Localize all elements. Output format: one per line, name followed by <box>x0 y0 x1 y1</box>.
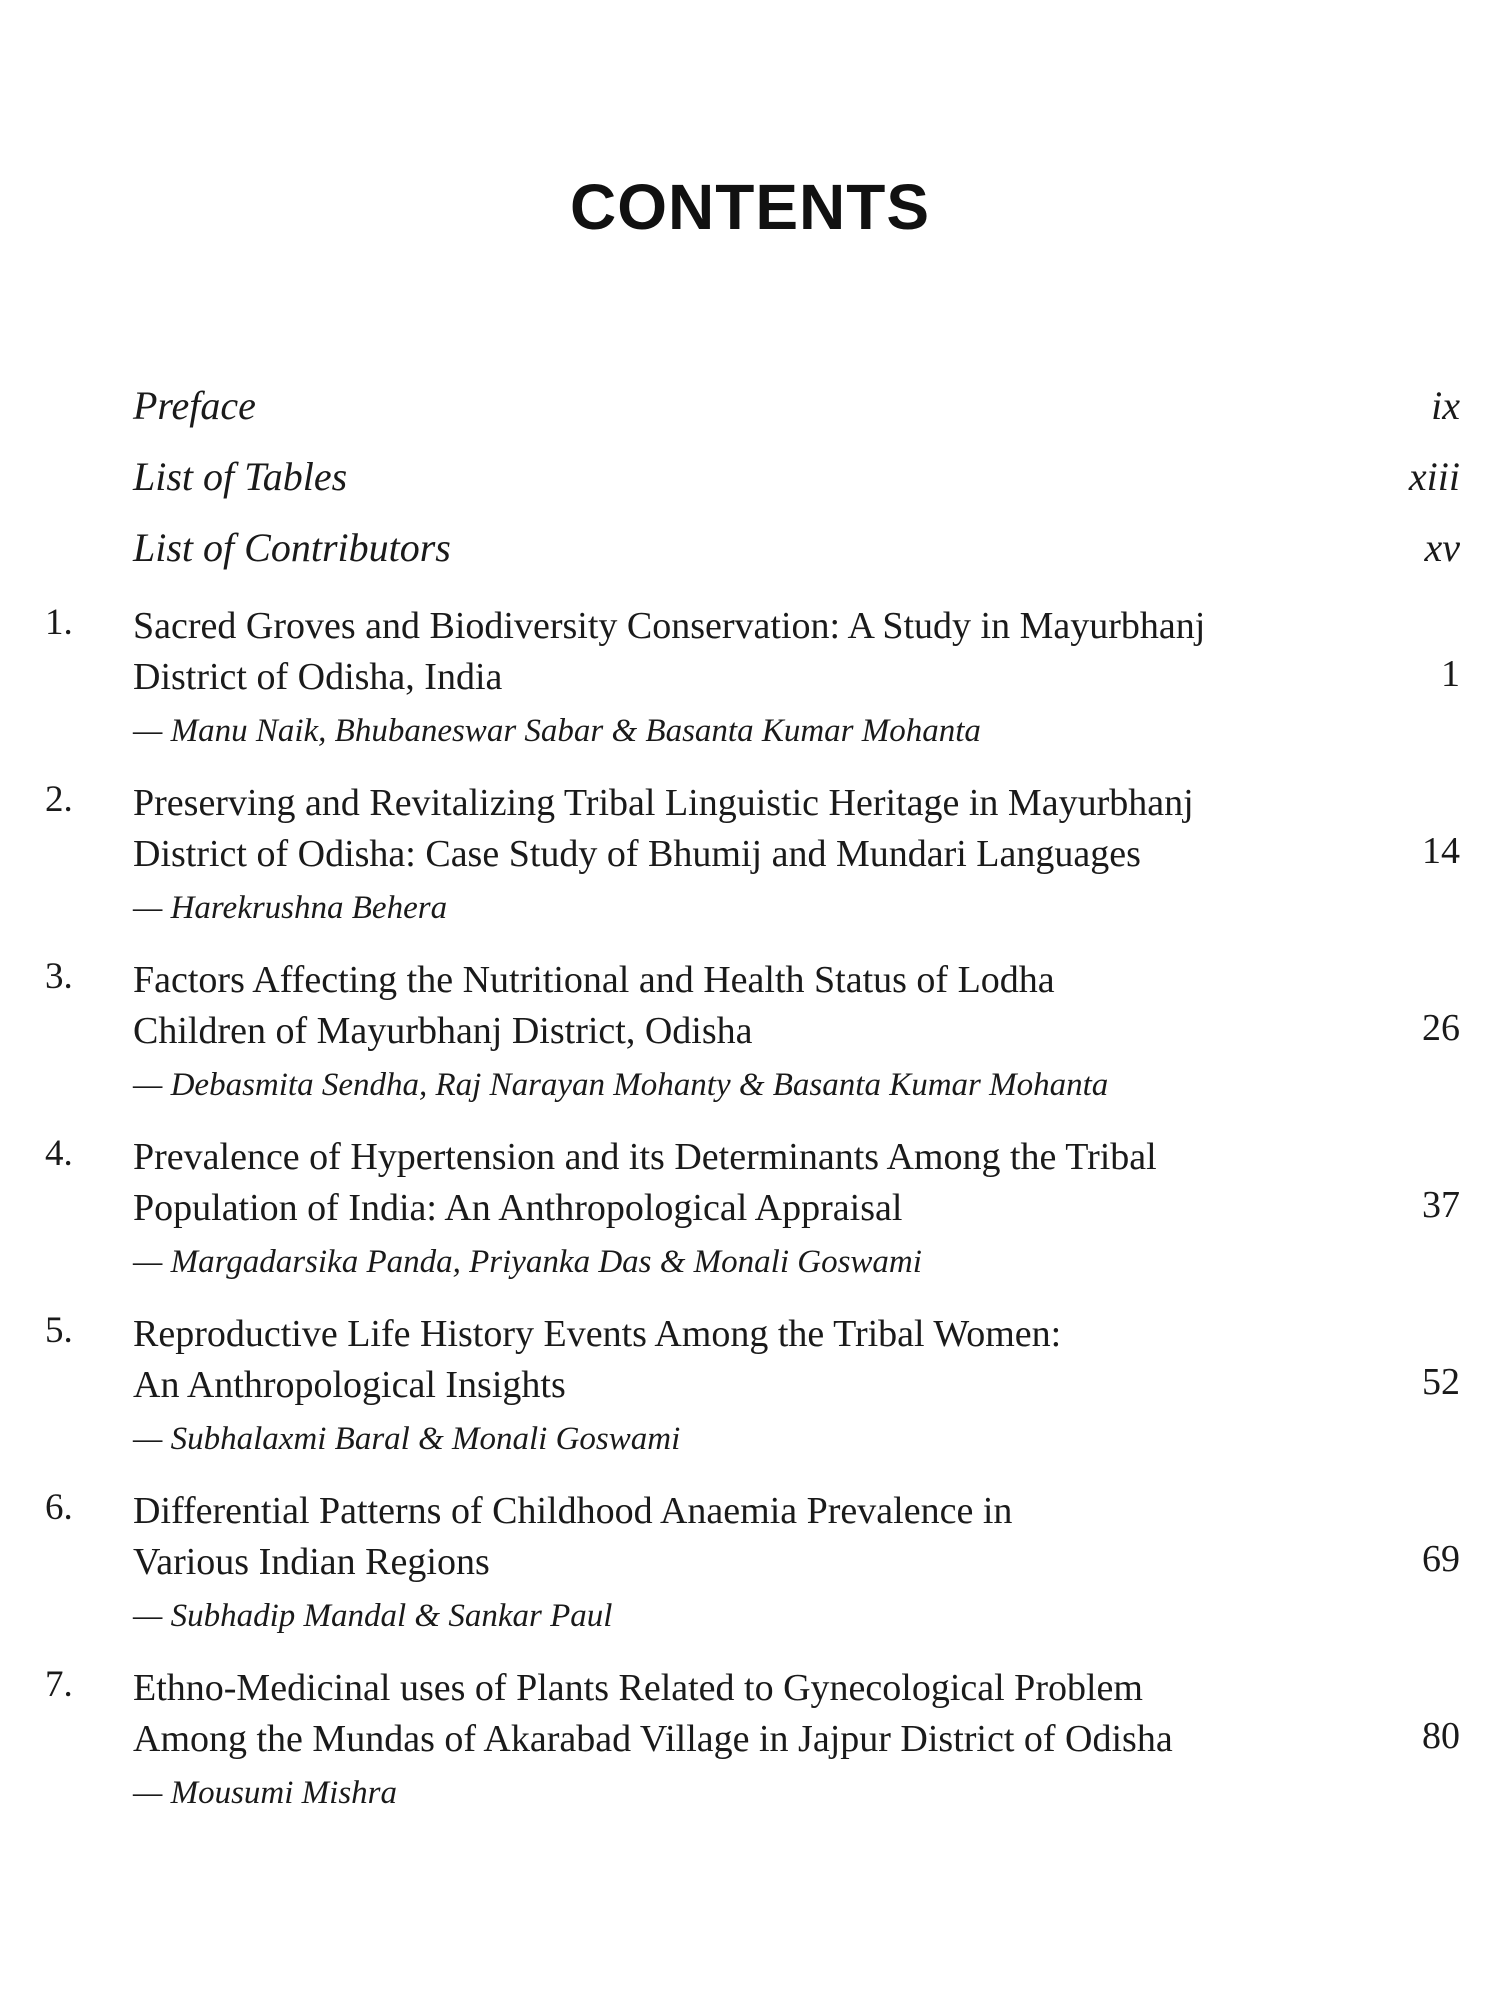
chapter-authors: — Manu Naik, Bhubaneswar Sabar & Basanta Kumar Mohanta <box>133 713 981 749</box>
page-title: CONTENTS <box>570 171 930 243</box>
front-matter-label: Preface <box>133 383 256 428</box>
chapter-page-number: 14 <box>1422 830 1460 872</box>
chapter-entry-6[interactable] <box>45 1486 1460 1635</box>
front-matter-preface[interactable] <box>45 382 1460 453</box>
chapter-title <box>133 1663 1340 1765</box>
chapter-number: 3. <box>45 956 73 997</box>
chapter-number: 5. <box>45 1310 73 1351</box>
chapter-title <box>133 601 1340 703</box>
front-matter-label: List of Tables <box>133 454 348 499</box>
chapter-authors: — Harekrushna Behera <box>133 890 448 926</box>
chapter-entry-3[interactable] <box>45 955 1460 1104</box>
chapter-entry-7[interactable] <box>45 1663 1460 1812</box>
chapter-title-line: Children of Mayurbhanj District, Odisha <box>133 1010 753 1052</box>
chapter-page-number: 26 <box>1422 1007 1460 1049</box>
chapter-number: 1. <box>45 602 73 643</box>
chapter-title-line: District of Odisha: Case Study of Bhumij and Mundari Languages <box>133 833 1141 875</box>
chapter-title <box>133 1309 1340 1411</box>
chapter-title-line: Population of India: An Anthropological Appraisal <box>133 1187 903 1229</box>
chapter-page-number: 37 <box>1422 1184 1460 1226</box>
chapter-entry-1[interactable] <box>45 601 1460 750</box>
front-matter-list-of-contributors[interactable] <box>45 524 1460 595</box>
front-matter-page: xv <box>1424 525 1460 570</box>
chapter-number: 6. <box>45 1487 73 1528</box>
chapter-title-line: Preserving and Revitalizing Tribal Linguistic Heritage in Mayurbhanj <box>133 782 1194 824</box>
chapter-authors: — Debasmita Sendha, Raj Narayan Mohanty & Basanta Kumar Mohanta <box>133 1067 1109 1103</box>
chapter-entry-2[interactable] <box>45 778 1460 927</box>
front-matter-list-of-tables[interactable] <box>45 453 1460 524</box>
chapter-title <box>133 1486 1340 1588</box>
chapter-number: 4. <box>45 1133 73 1174</box>
chapter-page-number: 69 <box>1422 1538 1460 1580</box>
chapter-authors: — Subhadip Mandal & Sankar Paul <box>133 1598 613 1634</box>
chapter-title-line: Various Indian Regions <box>133 1541 490 1583</box>
chapter-authors: — Subhalaxmi Baral & Monali Goswami <box>133 1421 681 1457</box>
table-of-contents <box>45 382 1460 1840</box>
chapter-entry-5[interactable] <box>45 1309 1460 1458</box>
chapter-title <box>133 1132 1340 1234</box>
chapter-page-number: 1 <box>1441 653 1460 695</box>
front-matter-page: ix <box>1431 383 1460 428</box>
chapter-page-number: 52 <box>1422 1361 1460 1403</box>
chapter-title-line: Reproductive Life History Events Among the Tribal Women: <box>133 1313 1062 1355</box>
front-matter-page: xiii <box>1408 454 1460 499</box>
chapter-title-line: Sacred Groves and Biodiversity Conservation: A Study in Mayurbhanj <box>133 605 1206 647</box>
chapter-page-number: 80 <box>1422 1715 1460 1757</box>
chapter-title-line: Differential Patterns of Childhood Anaemia Prevalence in <box>133 1490 1013 1532</box>
chapter-title-line: Prevalence of Hypertension and its Determinants Among the Tribal <box>133 1136 1157 1178</box>
chapter-title-line: Ethno-Medicinal uses of Plants Related to Gynecological Problem <box>133 1667 1143 1709</box>
chapter-title <box>133 778 1340 880</box>
chapter-authors: — Margadarsika Panda, Priyanka Das & Monali Goswami <box>133 1244 922 1280</box>
chapter-number: 2. <box>45 779 73 820</box>
chapter-entry-4[interactable] <box>45 1132 1460 1281</box>
chapter-title <box>133 955 1340 1057</box>
chapter-authors: — Mousumi Mishra <box>133 1775 398 1811</box>
chapter-title-line: An Anthropological Insights <box>133 1364 566 1406</box>
chapter-title-line: Among the Mundas of Akarabad Village in Jajpur District of Odisha <box>133 1718 1173 1760</box>
chapter-title-line: District of Odisha, India <box>133 656 503 698</box>
chapter-title-line: Factors Affecting the Nutritional and Health Status of Lodha <box>133 959 1055 1001</box>
front-matter-label: List of Contributors <box>133 525 451 570</box>
chapter-number: 7. <box>45 1664 73 1705</box>
